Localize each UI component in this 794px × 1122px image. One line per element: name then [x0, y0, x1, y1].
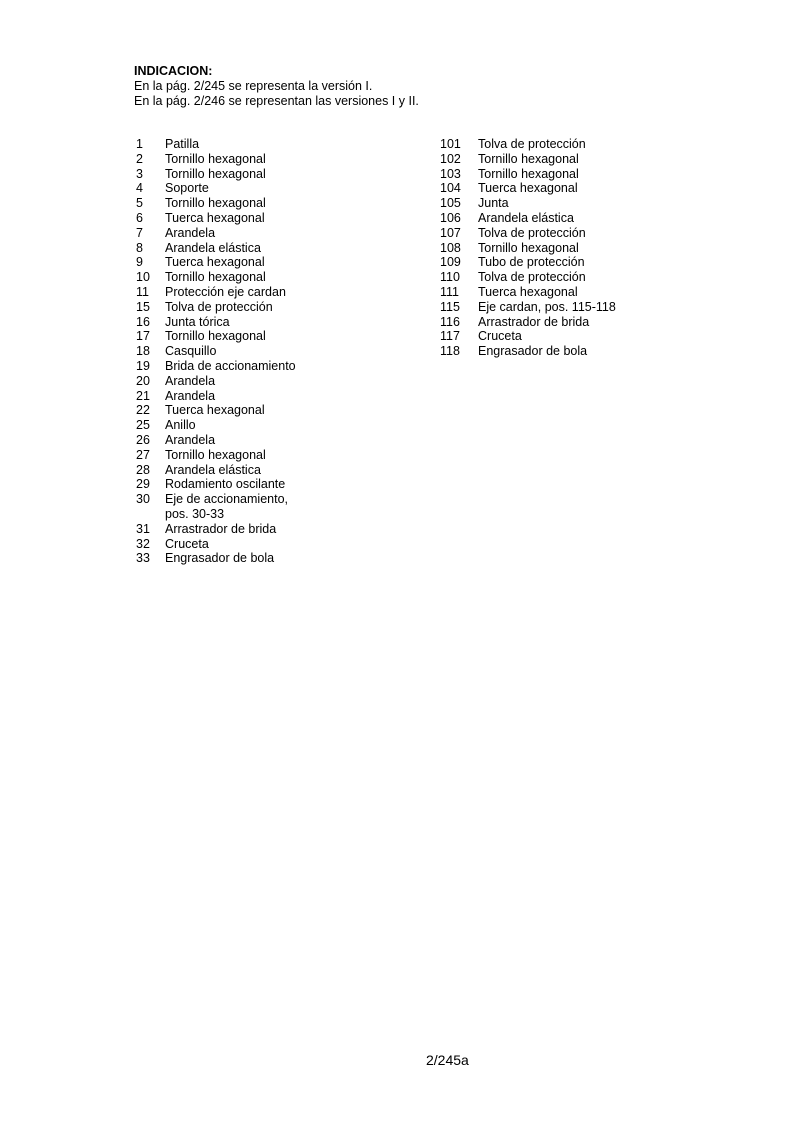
- part-number: 5: [136, 196, 143, 211]
- part-list-item: [440, 152, 616, 167]
- part-list-item: [440, 241, 616, 256]
- part-number: 33: [136, 551, 150, 566]
- part-number: 1: [136, 137, 143, 151]
- part-description: Arandela elástica: [165, 240, 261, 255]
- part-description: Brida de accionamiento: [165, 358, 296, 373]
- part-number: 28: [136, 462, 150, 477]
- note-title: INDICACION:: [134, 64, 213, 78]
- part-number: 7: [136, 225, 143, 240]
- part-number: 101: [440, 137, 461, 151]
- page-number: 2/245a: [426, 1052, 469, 1068]
- part-description: Junta: [478, 196, 509, 211]
- part-number: 21: [136, 388, 150, 403]
- part-list-item: [136, 300, 296, 315]
- part-list-item: [136, 137, 296, 152]
- part-number: 110: [440, 270, 460, 285]
- part-list-item: [440, 137, 616, 152]
- part-number: 30: [136, 492, 150, 507]
- part-description: Arandela: [165, 388, 216, 403]
- part-list-item: [136, 537, 296, 552]
- part-list-item: [440, 300, 616, 315]
- part-list-item: [440, 181, 616, 196]
- part-description: Tuerca hexagonal: [165, 210, 265, 225]
- part-number: 19: [136, 358, 150, 373]
- part-list-item: [136, 522, 296, 537]
- part-number: 117: [440, 329, 460, 344]
- part-list-item: [440, 167, 616, 182]
- part-number: 104: [440, 181, 461, 196]
- part-list-item: [136, 211, 296, 226]
- part-number: 9: [136, 255, 143, 270]
- part-list-item: [136, 270, 296, 285]
- part-description: Patilla: [165, 137, 200, 151]
- part-description: Arrastrador de brida: [478, 314, 590, 329]
- part-description: Tuerca hexagonal: [478, 284, 578, 299]
- part-description: Arandela: [165, 432, 216, 447]
- part-list-item: [136, 374, 296, 389]
- part-number: 8: [136, 240, 143, 255]
- part-description: Anillo: [165, 418, 196, 433]
- part-number: 115: [440, 299, 460, 314]
- part-number: 26: [136, 432, 150, 447]
- part-list-item: [440, 329, 616, 344]
- part-description: Arandela elástica: [165, 462, 261, 477]
- part-number: 10: [136, 270, 150, 285]
- part-number: 116: [440, 314, 460, 329]
- part-description: Tornillo hexagonal: [165, 329, 266, 344]
- part-description: Tornillo hexagonal: [478, 151, 579, 166]
- part-list-item: [136, 551, 296, 566]
- part-description: Tornillo hexagonal: [165, 270, 266, 285]
- part-list-item: [136, 463, 296, 478]
- part-number: 25: [136, 418, 150, 433]
- part-description: Soporte: [165, 181, 209, 196]
- part-description: Arandela elástica: [478, 210, 574, 225]
- part-number: 6: [136, 210, 143, 225]
- part-number: 118: [440, 344, 460, 359]
- part-number: 105: [440, 196, 461, 211]
- part-number: 4: [136, 181, 143, 196]
- part-description: Tornillo hexagonal: [165, 196, 266, 211]
- part-number: 11: [136, 284, 149, 299]
- part-list-item: [136, 433, 296, 448]
- part-number: 22: [136, 403, 150, 418]
- part-number: 16: [136, 314, 150, 329]
- part-description: Tornillo hexagonal: [165, 166, 266, 181]
- part-number: 109: [440, 255, 461, 270]
- part-number: 32: [136, 536, 150, 551]
- part-list-item: [136, 448, 296, 463]
- part-list-item: [136, 167, 296, 182]
- part-description: Cruceta: [478, 329, 522, 344]
- part-description: Arandela: [165, 373, 216, 388]
- part-list-item: [136, 389, 296, 404]
- part-number: 31: [136, 521, 150, 536]
- part-description: Tolva de protección: [478, 270, 586, 285]
- part-number: 108: [440, 240, 461, 255]
- part-number: 27: [136, 447, 150, 462]
- part-description: Tolva de protección: [165, 299, 273, 314]
- part-list-item: [136, 241, 296, 256]
- part-description: Tubo de protección: [478, 255, 585, 270]
- part-description: Casquillo: [165, 344, 217, 359]
- part-list-item: [440, 285, 616, 300]
- part-description: Tolva de protección: [478, 137, 586, 151]
- part-list-item: [440, 315, 616, 330]
- part-number: 17: [136, 329, 150, 344]
- part-list-item: [440, 270, 616, 285]
- note-line-versions-1-2: En la pág. 2/246 se representan las versiones I y II.: [134, 94, 419, 108]
- part-list-item: [136, 226, 296, 241]
- part-description: Arandela: [165, 225, 216, 240]
- part-list-item: [136, 403, 296, 418]
- indication-note: [134, 64, 419, 109]
- part-number: 18: [136, 344, 150, 359]
- part-list-item: [136, 418, 296, 433]
- part-number: 2: [136, 151, 143, 166]
- part-description: Rodamiento oscilante: [165, 477, 286, 492]
- part-list-item: [136, 181, 296, 196]
- part-number: 29: [136, 477, 150, 492]
- part-description: Tornillo hexagonal: [478, 240, 579, 255]
- part-list-item: [440, 226, 616, 241]
- part-description: Protección eje cardan: [165, 284, 286, 299]
- part-list-item: [440, 255, 616, 270]
- part-list-item: [440, 196, 616, 211]
- part-number: 20: [136, 373, 150, 388]
- part-description: Junta tórica: [165, 314, 230, 329]
- part-description: Engrasador de bola: [478, 344, 588, 359]
- parts-list-right: [440, 137, 616, 359]
- part-list-item: [136, 255, 296, 270]
- part-list-item: [136, 477, 296, 492]
- part-description: Engrasador de bola: [165, 551, 275, 566]
- part-list-item: [136, 329, 296, 344]
- part-list-item: [136, 196, 296, 211]
- parts-list-left: [136, 137, 296, 566]
- part-list-item: [136, 492, 296, 522]
- part-list-item: [136, 285, 296, 300]
- part-list-item: [136, 315, 296, 330]
- part-number: 106: [440, 210, 461, 225]
- part-description: Tornillo hexagonal: [478, 166, 579, 181]
- part-list-item: [136, 344, 296, 359]
- part-description: Tornillo hexagonal: [165, 151, 266, 166]
- part-description: Tuerca hexagonal: [165, 403, 265, 418]
- part-description: Cruceta: [165, 536, 209, 551]
- part-description: Tuerca hexagonal: [478, 181, 578, 196]
- part-number: 102: [440, 151, 461, 166]
- part-number: 103: [440, 166, 461, 181]
- part-description: Tolva de protección: [478, 225, 586, 240]
- part-list-item: [440, 211, 616, 226]
- part-description: Tuerca hexagonal: [165, 255, 265, 270]
- part-list-item: [440, 344, 616, 359]
- part-description: Eje cardan, pos. 115-118: [478, 299, 616, 314]
- part-number: 3: [136, 166, 143, 181]
- note-line-version-1: En la pág. 2/245 se representa la versión I.: [134, 79, 373, 93]
- part-description: Eje de accionamiento, pos. 30-33: [165, 492, 288, 521]
- part-description: Tornillo hexagonal: [165, 447, 266, 462]
- part-number: 15: [136, 299, 150, 314]
- part-number: 111: [440, 284, 460, 299]
- part-description: Arrastrador de brida: [165, 521, 277, 536]
- part-list-item: [136, 152, 296, 167]
- part-number: 107: [440, 225, 461, 240]
- part-list-item: [136, 359, 296, 374]
